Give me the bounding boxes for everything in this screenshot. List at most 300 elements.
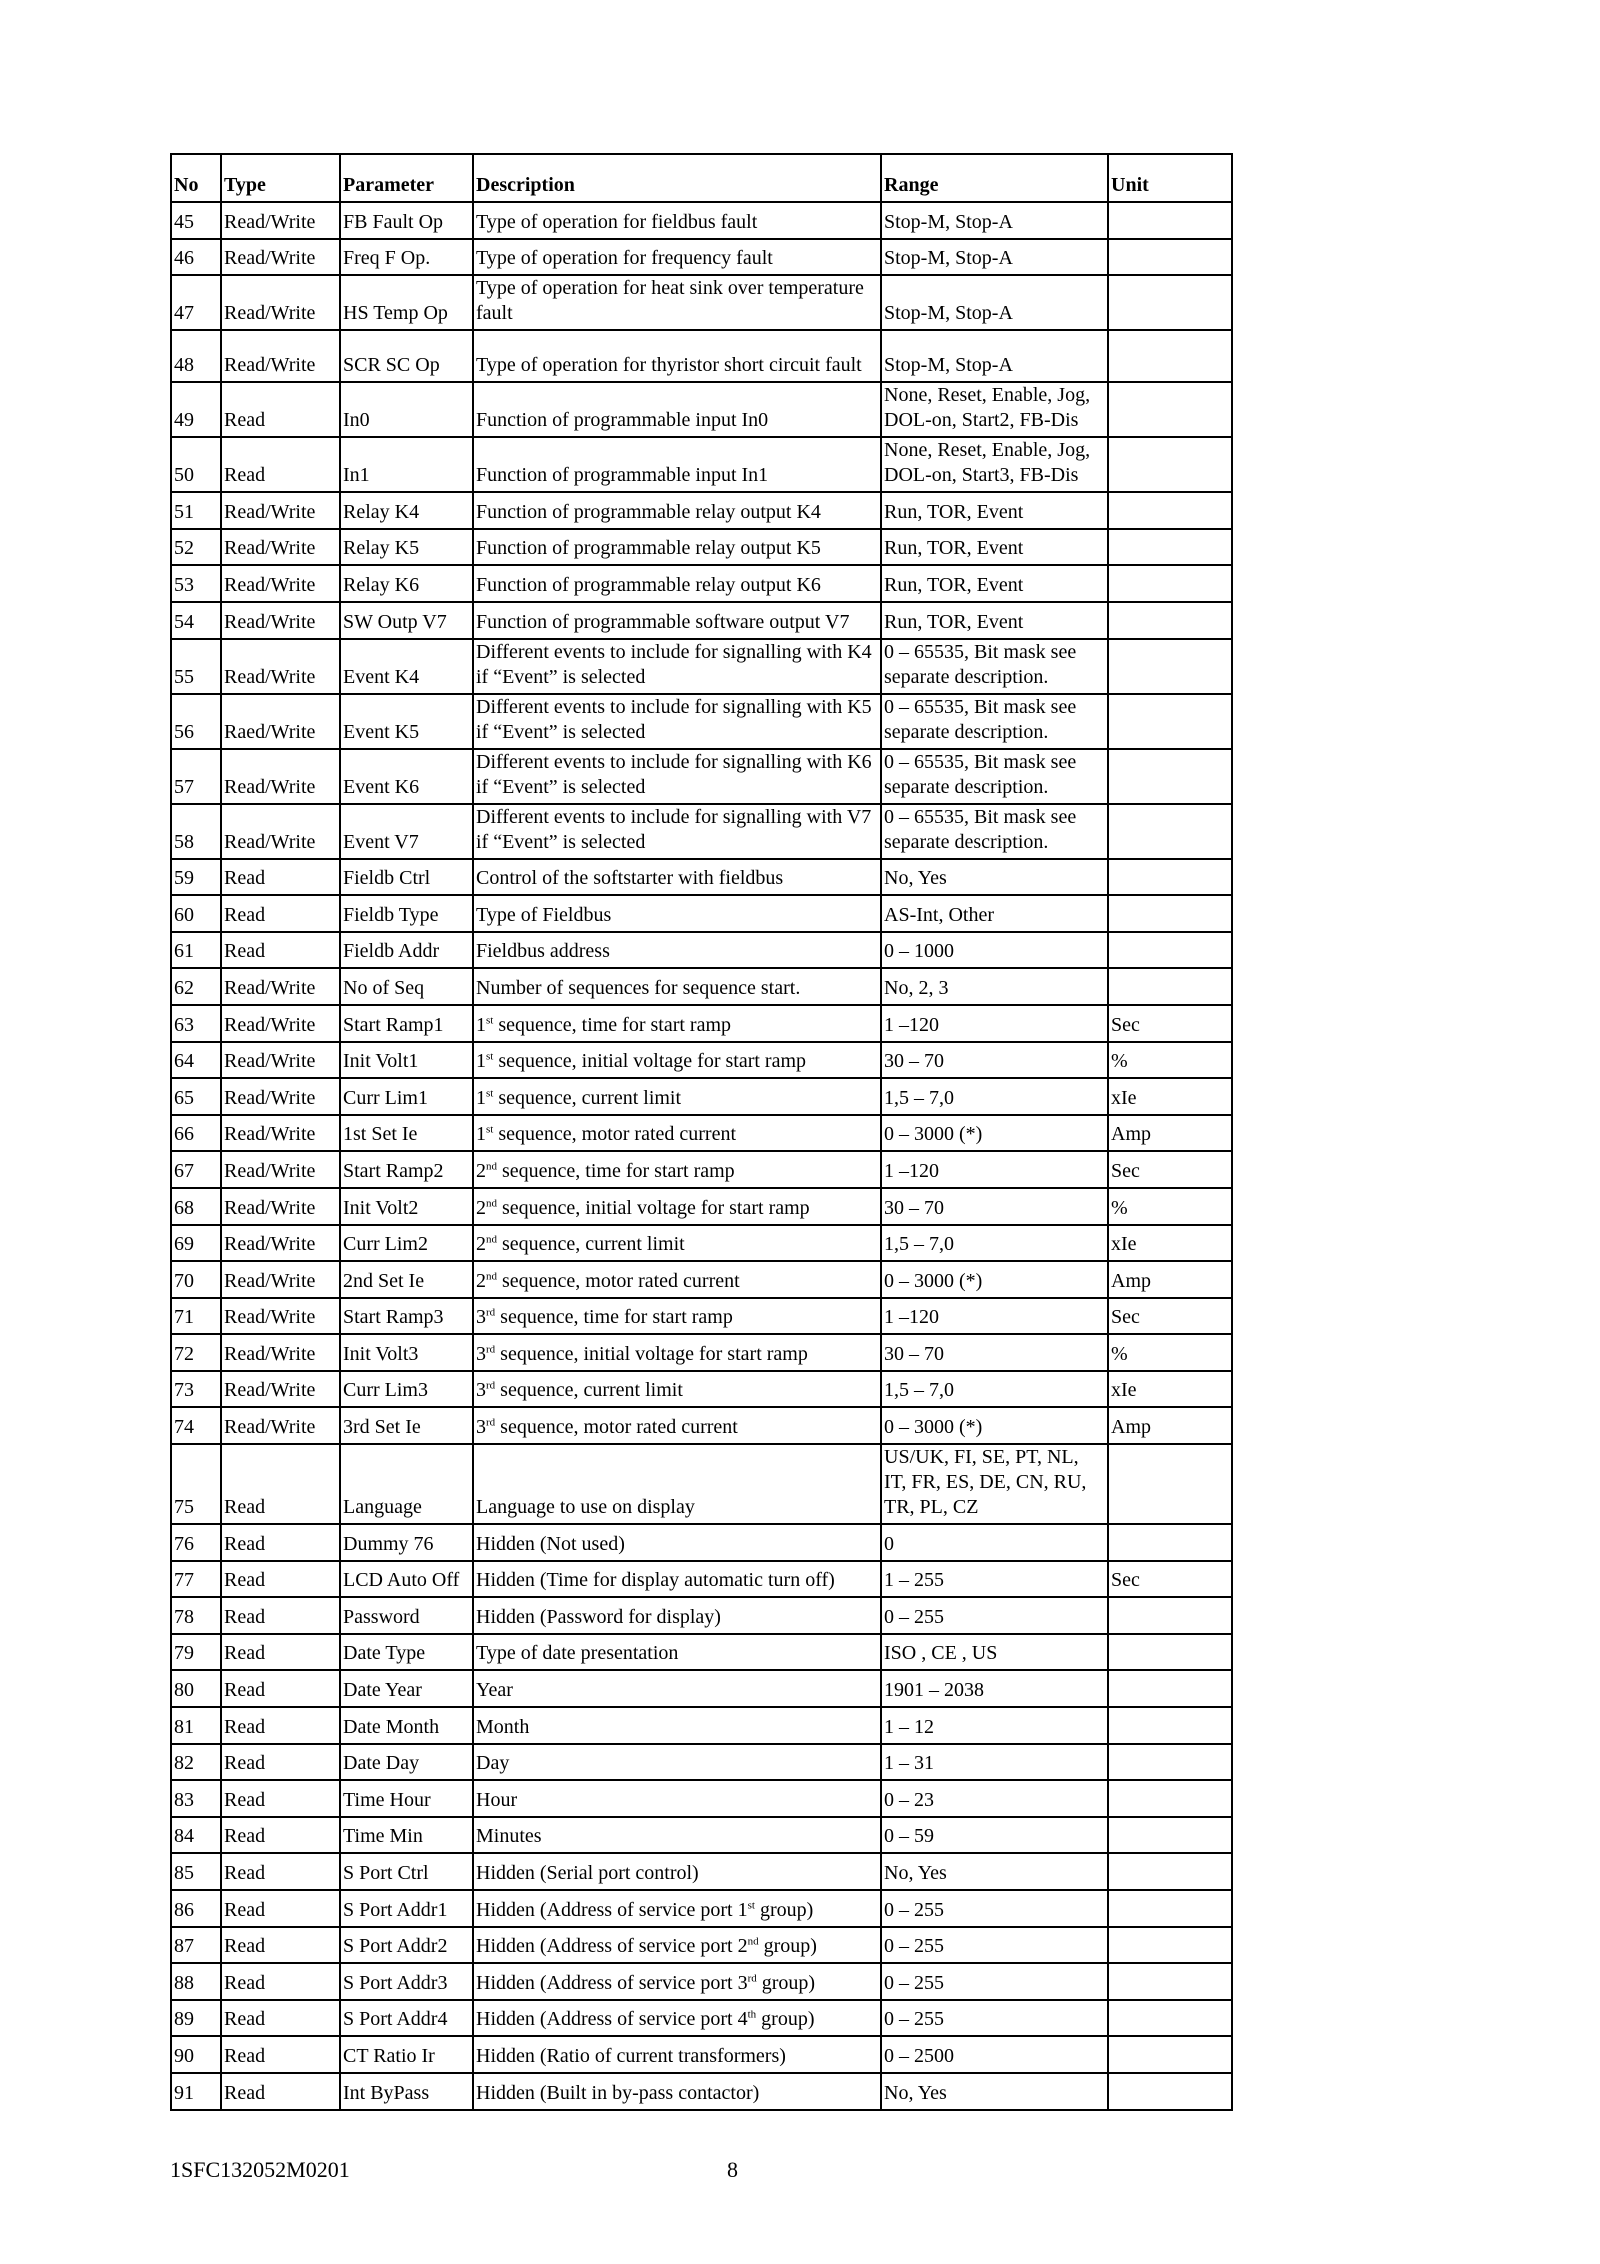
cell-type: Read — [221, 1780, 340, 1817]
cell-desc: Minutes — [473, 1817, 881, 1854]
cell-type: Read — [221, 1707, 340, 1744]
table-row — [171, 2000, 1232, 2037]
table-row — [171, 2073, 1232, 2110]
table-row — [171, 1151, 1232, 1188]
cell-type: Read — [221, 932, 340, 969]
cell-range: AS-Int, Other — [881, 895, 1108, 932]
cell-unit — [1108, 2073, 1232, 2110]
cell-type: Read/Write — [221, 639, 340, 694]
cell-desc: Type of operation for thyristor short circuit fault — [473, 330, 881, 382]
cell-range: 0 – 1000 — [881, 932, 1108, 969]
cell-range: Run, TOR, Event — [881, 492, 1108, 529]
table-row — [171, 804, 1232, 859]
ordinal-suffix: rd — [486, 1306, 496, 1319]
cell-param: Date Month — [340, 1707, 473, 1744]
cell-unit — [1108, 1444, 1232, 1524]
table-row — [171, 2036, 1232, 2073]
cell-type: Read/Write — [221, 1188, 340, 1225]
cell-range: 1,5 – 7,0 — [881, 1225, 1108, 1262]
cell-range: 1,5 – 7,0 — [881, 1078, 1108, 1115]
cell-range: Run, TOR, Event — [881, 565, 1108, 602]
cell-param: SCR SC Op — [340, 330, 473, 382]
cell-type: Read/Write — [221, 1261, 340, 1298]
table-row — [171, 330, 1232, 382]
description-text: Hidden (Address of service port 1 — [476, 1898, 748, 1921]
cell-desc — [473, 1115, 881, 1152]
cell-no: 48 — [171, 330, 221, 382]
cell-type: Read — [221, 2073, 340, 2110]
cell-unit: Sec — [1108, 1005, 1232, 1042]
cell-desc: Fieldbus address — [473, 932, 881, 969]
ordinal-number: 1 — [476, 1050, 486, 1073]
cell-no: 57 — [171, 749, 221, 804]
cell-desc: Day — [473, 1744, 881, 1781]
cell-param: Relay K5 — [340, 529, 473, 566]
ordinal-number: 2 — [476, 1269, 486, 1292]
cell-type: Raed/Write — [221, 694, 340, 749]
cell-unit — [1108, 749, 1232, 804]
description-text: sequence, time for start ramp — [497, 1159, 735, 1182]
cell-no: 74 — [171, 1407, 221, 1444]
cell-desc — [473, 1261, 881, 1298]
cell-range: 30 – 70 — [881, 1334, 1108, 1371]
cell-unit — [1108, 932, 1232, 969]
description-text: Hidden (Address of service port 3 — [476, 1971, 748, 1994]
cell-type: Read/Write — [221, 968, 340, 1005]
ordinal-suffix: nd — [486, 1196, 497, 1209]
cell-param: Curr Lim1 — [340, 1078, 473, 1115]
cell-param: S Port Addr1 — [340, 1890, 473, 1927]
cell-no: 86 — [171, 1890, 221, 1927]
cell-desc: Hidden (Time for display automatic turn off) — [473, 1561, 881, 1598]
cell-unit: % — [1108, 1188, 1232, 1225]
cell-desc: Type of operation for frequency fault — [473, 239, 881, 276]
cell-type: Read/Write — [221, 602, 340, 639]
cell-unit — [1108, 694, 1232, 749]
cell-range: No, 2, 3 — [881, 968, 1108, 1005]
ordinal-suffix: st — [747, 1898, 755, 1911]
cell-unit — [1108, 565, 1232, 602]
cell-range: Stop-M, Stop-A — [881, 330, 1108, 382]
cell-no: 61 — [171, 932, 221, 969]
cell-unit — [1108, 1597, 1232, 1634]
table-row — [171, 1744, 1232, 1781]
cell-no: 69 — [171, 1225, 221, 1262]
cell-desc — [473, 1927, 881, 1964]
cell-type: Read — [221, 1963, 340, 2000]
cell-param: Init Volt2 — [340, 1188, 473, 1225]
cell-param: 1st Set Ie — [340, 1115, 473, 1152]
cell-desc: Hidden (Serial port control) — [473, 1853, 881, 1890]
cell-range: None, Reset, Enable, Jog, DOL-on, Start2, FB-Dis — [881, 382, 1108, 437]
ordinal-suffix: rd — [486, 1379, 496, 1392]
table-row — [171, 602, 1232, 639]
cell-param: Password — [340, 1597, 473, 1634]
cell-desc: Hidden (Built in by-pass contactor) — [473, 2073, 881, 2110]
cell-desc: Different events to include for signalling with V7 if “Event” is selected — [473, 804, 881, 859]
table-row — [171, 1261, 1232, 1298]
cell-param: Start Ramp2 — [340, 1151, 473, 1188]
cell-param: Freq F Op. — [340, 239, 473, 276]
cell-param: S Port Addr2 — [340, 1927, 473, 1964]
cell-type: Read — [221, 1524, 340, 1561]
cell-no: 53 — [171, 565, 221, 602]
cell-no: 85 — [171, 1853, 221, 1890]
cell-no: 45 — [171, 202, 221, 239]
table-row — [171, 1853, 1232, 1890]
cell-param: S Port Addr3 — [340, 1963, 473, 2000]
cell-no: 63 — [171, 1005, 221, 1042]
description-text: sequence, current limit — [495, 1379, 683, 1402]
cell-unit: Sec — [1108, 1561, 1232, 1598]
cell-desc — [473, 1407, 881, 1444]
cell-type: Read/Write — [221, 1225, 340, 1262]
cell-no: 64 — [171, 1042, 221, 1079]
header-unit: Unit — [1108, 154, 1232, 202]
cell-no: 60 — [171, 895, 221, 932]
cell-range: 0 – 65535, Bit mask see separate description. — [881, 804, 1108, 859]
cell-param: LCD Auto Off — [340, 1561, 473, 1598]
page-number: 8 — [727, 2157, 738, 2182]
description-text: sequence, initial voltage for start ramp — [495, 1342, 808, 1365]
description-text: sequence, motor rated current — [497, 1269, 740, 1292]
cell-unit — [1108, 1963, 1232, 2000]
cell-range: 1 – 12 — [881, 1707, 1108, 1744]
table-row — [171, 1927, 1232, 1964]
cell-param: Event V7 — [340, 804, 473, 859]
ordinal-suffix: st — [486, 1123, 494, 1136]
cell-no: 87 — [171, 1927, 221, 1964]
cell-type: Read — [221, 1817, 340, 1854]
cell-unit — [1108, 492, 1232, 529]
cell-unit — [1108, 275, 1232, 330]
cell-range: 0 – 255 — [881, 1927, 1108, 1964]
table-row — [171, 1225, 1232, 1262]
cell-desc: Function of programmable input In1 — [473, 437, 881, 492]
cell-param: Fieldb Type — [340, 895, 473, 932]
ordinal-suffix: nd — [747, 1935, 759, 1948]
table-body — [171, 202, 1232, 2110]
cell-no: 77 — [171, 1561, 221, 1598]
cell-no: 75 — [171, 1444, 221, 1524]
cell-type: Read/Write — [221, 1407, 340, 1444]
ordinal-number: 3 — [476, 1379, 486, 1402]
description-text: Hidden (Address of service port 4 — [476, 2008, 748, 2031]
description-text: sequence, current limit — [497, 1233, 685, 1256]
table-row — [171, 1005, 1232, 1042]
cell-range: 0 – 65535, Bit mask see separate description. — [881, 749, 1108, 804]
cell-unit — [1108, 639, 1232, 694]
header-parameter: Parameter — [340, 154, 473, 202]
table-row — [171, 1963, 1232, 2000]
table-row — [171, 382, 1232, 437]
cell-no: 79 — [171, 1634, 221, 1671]
ordinal-number: 1 — [476, 1086, 486, 1109]
cell-no: 66 — [171, 1115, 221, 1152]
ordinal-suffix: st — [486, 1087, 494, 1100]
cell-unit — [1108, 239, 1232, 276]
cell-unit — [1108, 1524, 1232, 1561]
cell-range: 1 –120 — [881, 1151, 1108, 1188]
cell-range: 0 – 3000 (*) — [881, 1261, 1108, 1298]
cell-type: Read — [221, 2000, 340, 2037]
cell-no: 83 — [171, 1780, 221, 1817]
ordinal-suffix: rd — [486, 1416, 496, 1429]
cell-no: 52 — [171, 529, 221, 566]
cell-param: Relay K4 — [340, 492, 473, 529]
ordinal-number: 3 — [476, 1342, 486, 1365]
cell-desc — [473, 1225, 881, 1262]
cell-range: No, Yes — [881, 1853, 1108, 1890]
cell-range: 0 – 59 — [881, 1817, 1108, 1854]
cell-range: 0 – 255 — [881, 2000, 1108, 2037]
cell-unit: xIe — [1108, 1371, 1232, 1408]
cell-no: 76 — [171, 1524, 221, 1561]
cell-unit — [1108, 1707, 1232, 1744]
cell-param: CT Ratio Ir — [340, 2036, 473, 2073]
cell-range: 1 –120 — [881, 1298, 1108, 1335]
cell-type: Read — [221, 895, 340, 932]
cell-range: 0 – 3000 (*) — [881, 1115, 1108, 1152]
cell-type: Read — [221, 2036, 340, 2073]
cell-param: Date Year — [340, 1670, 473, 1707]
table-row — [171, 1707, 1232, 1744]
cell-param: Language — [340, 1444, 473, 1524]
ordinal-number: 2 — [476, 1159, 486, 1182]
description-text: sequence, motor rated current — [495, 1416, 738, 1439]
cell-type: Read/Write — [221, 565, 340, 602]
cell-no: 70 — [171, 1261, 221, 1298]
cell-param: Event K4 — [340, 639, 473, 694]
cell-desc: Function of programmable input In0 — [473, 382, 881, 437]
cell-unit — [1108, 202, 1232, 239]
cell-unit — [1108, 330, 1232, 382]
cell-type: Read — [221, 1634, 340, 1671]
ordinal-number: 1 — [476, 1123, 486, 1146]
cell-no: 51 — [171, 492, 221, 529]
cell-type: Read/Write — [221, 1298, 340, 1335]
cell-param: Date Day — [340, 1744, 473, 1781]
cell-desc — [473, 1963, 881, 2000]
cell-unit — [1108, 859, 1232, 896]
cell-unit — [1108, 382, 1232, 437]
cell-range: No, Yes — [881, 2073, 1108, 2110]
cell-range: US/UK, FI, SE, PT, NL, IT, FR, ES, DE, CN, RU, TR, PL, CZ — [881, 1444, 1108, 1524]
cell-range: 0 – 23 — [881, 1780, 1108, 1817]
cell-no: 80 — [171, 1670, 221, 1707]
cell-unit: xIe — [1108, 1225, 1232, 1262]
cell-type: Read/Write — [221, 1115, 340, 1152]
cell-desc: Function of programmable relay output K4 — [473, 492, 881, 529]
cell-type: Read/Write — [221, 492, 340, 529]
cell-no: 71 — [171, 1298, 221, 1335]
cell-range: 0 – 255 — [881, 1890, 1108, 1927]
cell-no: 46 — [171, 239, 221, 276]
cell-param: Time Min — [340, 1817, 473, 1854]
table-row — [171, 859, 1232, 896]
cell-unit — [1108, 804, 1232, 859]
cell-range: 0 – 255 — [881, 1597, 1108, 1634]
document-id: 1SFC132052M0201 — [170, 2157, 350, 2182]
cell-no: 62 — [171, 968, 221, 1005]
cell-type: Read/Write — [221, 202, 340, 239]
table-row — [171, 239, 1232, 276]
cell-no: 68 — [171, 1188, 221, 1225]
cell-param: Dummy 76 — [340, 1524, 473, 1561]
cell-desc — [473, 1371, 881, 1408]
header-description: Description — [473, 154, 881, 202]
cell-desc — [473, 1042, 881, 1079]
table-row — [171, 1334, 1232, 1371]
table-row — [171, 1561, 1232, 1598]
description-text: sequence, current limit — [493, 1086, 682, 1109]
cell-param: Fieldb Ctrl — [340, 859, 473, 896]
table-row — [171, 1524, 1232, 1561]
ordinal-suffix: st — [486, 1013, 494, 1026]
cell-unit: Amp — [1108, 1115, 1232, 1152]
cell-no: 72 — [171, 1334, 221, 1371]
cell-desc: Number of sequences for sequence start. — [473, 968, 881, 1005]
description-text: sequence, time for start ramp — [495, 1306, 733, 1329]
cell-type: Read/Write — [221, 1334, 340, 1371]
cell-no: 91 — [171, 2073, 221, 2110]
cell-desc — [473, 1188, 881, 1225]
table-row — [171, 1780, 1232, 1817]
cell-range: 1 –120 — [881, 1005, 1108, 1042]
cell-param: Init Volt3 — [340, 1334, 473, 1371]
table-row — [171, 749, 1232, 804]
cell-range: 0 — [881, 1524, 1108, 1561]
cell-range: 30 – 70 — [881, 1188, 1108, 1225]
ordinal-suffix: nd — [486, 1270, 497, 1283]
table-row — [171, 275, 1232, 330]
table-row — [171, 492, 1232, 529]
description-tail: group) — [754, 1898, 814, 1921]
cell-no: 67 — [171, 1151, 221, 1188]
cell-range: 0 – 65535, Bit mask see separate description. — [881, 694, 1108, 749]
cell-range: 0 – 65535, Bit mask see separate description. — [881, 639, 1108, 694]
ordinal-suffix: rd — [486, 1343, 496, 1356]
cell-no: 49 — [171, 382, 221, 437]
table-row — [171, 1042, 1232, 1079]
cell-desc: Year — [473, 1670, 881, 1707]
cell-param: S Port Ctrl — [340, 1853, 473, 1890]
cell-desc — [473, 1890, 881, 1927]
cell-param: HS Temp Op — [340, 275, 473, 330]
table-row — [171, 1444, 1232, 1524]
table-row — [171, 1817, 1232, 1854]
cell-range: Stop-M, Stop-A — [881, 202, 1108, 239]
cell-desc: Different events to include for signalling with K5 if “Event” is selected — [473, 694, 881, 749]
cell-param: No of Seq — [340, 968, 473, 1005]
cell-unit — [1108, 1780, 1232, 1817]
cell-range: 1,5 – 7,0 — [881, 1371, 1108, 1408]
cell-param: 2nd Set Ie — [340, 1261, 473, 1298]
description-text: sequence, initial voltage for start ramp — [493, 1050, 807, 1073]
cell-desc: Hidden (Ratio of current transformers) — [473, 2036, 881, 2073]
header-no: No — [171, 154, 221, 202]
cell-param: Start Ramp1 — [340, 1005, 473, 1042]
table-row — [171, 1115, 1232, 1152]
parameter-table — [170, 153, 1233, 2111]
ordinal-suffix: th — [747, 2008, 757, 2021]
table-row — [171, 437, 1232, 492]
cell-range: Run, TOR, Event — [881, 529, 1108, 566]
cell-type: Read/Write — [221, 1078, 340, 1115]
description-text: sequence, initial voltage for start ramp — [497, 1196, 810, 1219]
cell-type: Read — [221, 1444, 340, 1524]
cell-desc: Type of operation for heat sink over temperature fault — [473, 275, 881, 330]
cell-desc: Different events to include for signalling with K6 if “Event” is selected — [473, 749, 881, 804]
cell-type: Read — [221, 437, 340, 492]
cell-unit — [1108, 1927, 1232, 1964]
cell-param: In1 — [340, 437, 473, 492]
cell-no: 89 — [171, 2000, 221, 2037]
description-text: Hidden (Address of service port 2 — [476, 1935, 748, 1958]
cell-no: 84 — [171, 1817, 221, 1854]
cell-type: Read — [221, 1561, 340, 1598]
cell-desc: Function of programmable relay output K5 — [473, 529, 881, 566]
cell-param: Int ByPass — [340, 2073, 473, 2110]
cell-param: SW Outp V7 — [340, 602, 473, 639]
cell-range: 0 – 3000 (*) — [881, 1407, 1108, 1444]
cell-desc: Hidden (Not used) — [473, 1524, 881, 1561]
cell-no: 56 — [171, 694, 221, 749]
cell-unit: Amp — [1108, 1261, 1232, 1298]
table-row — [171, 1670, 1232, 1707]
cell-param: Curr Lim3 — [340, 1371, 473, 1408]
cell-type: Read/Write — [221, 330, 340, 382]
cell-range: 1 – 31 — [881, 1744, 1108, 1781]
cell-unit — [1108, 968, 1232, 1005]
cell-type: Read/Write — [221, 804, 340, 859]
table-row — [171, 1890, 1232, 1927]
cell-range: 30 – 70 — [881, 1042, 1108, 1079]
cell-no: 90 — [171, 2036, 221, 2073]
cell-desc — [473, 2000, 881, 2037]
ordinal-number: 1 — [476, 1013, 486, 1036]
cell-no: 82 — [171, 1744, 221, 1781]
cell-no: 81 — [171, 1707, 221, 1744]
cell-no: 55 — [171, 639, 221, 694]
cell-param: Event K6 — [340, 749, 473, 804]
cell-unit — [1108, 895, 1232, 932]
ordinal-number: 2 — [476, 1233, 486, 1256]
cell-no: 73 — [171, 1371, 221, 1408]
ordinal-number: 3 — [476, 1416, 486, 1439]
description-tail: group) — [756, 2008, 815, 2031]
cell-param: S Port Addr4 — [340, 2000, 473, 2037]
header-range: Range — [881, 154, 1108, 202]
cell-desc: Type of date presentation — [473, 1634, 881, 1671]
table-row — [171, 1407, 1232, 1444]
cell-desc: Different events to include for signalling with K4 if “Event” is selected — [473, 639, 881, 694]
cell-no: 58 — [171, 804, 221, 859]
cell-unit — [1108, 602, 1232, 639]
description-text: sequence, motor rated current — [493, 1123, 737, 1146]
cell-param: Start Ramp3 — [340, 1298, 473, 1335]
table-row — [171, 565, 1232, 602]
cell-unit — [1108, 1853, 1232, 1890]
cell-type: Read — [221, 1597, 340, 1634]
cell-param: Init Volt1 — [340, 1042, 473, 1079]
cell-unit — [1108, 529, 1232, 566]
description-tail: group) — [756, 1971, 816, 1994]
cell-desc — [473, 1334, 881, 1371]
cell-type: Read — [221, 1890, 340, 1927]
cell-param: Time Hour — [340, 1780, 473, 1817]
cell-range: ISO , CE , US — [881, 1634, 1108, 1671]
